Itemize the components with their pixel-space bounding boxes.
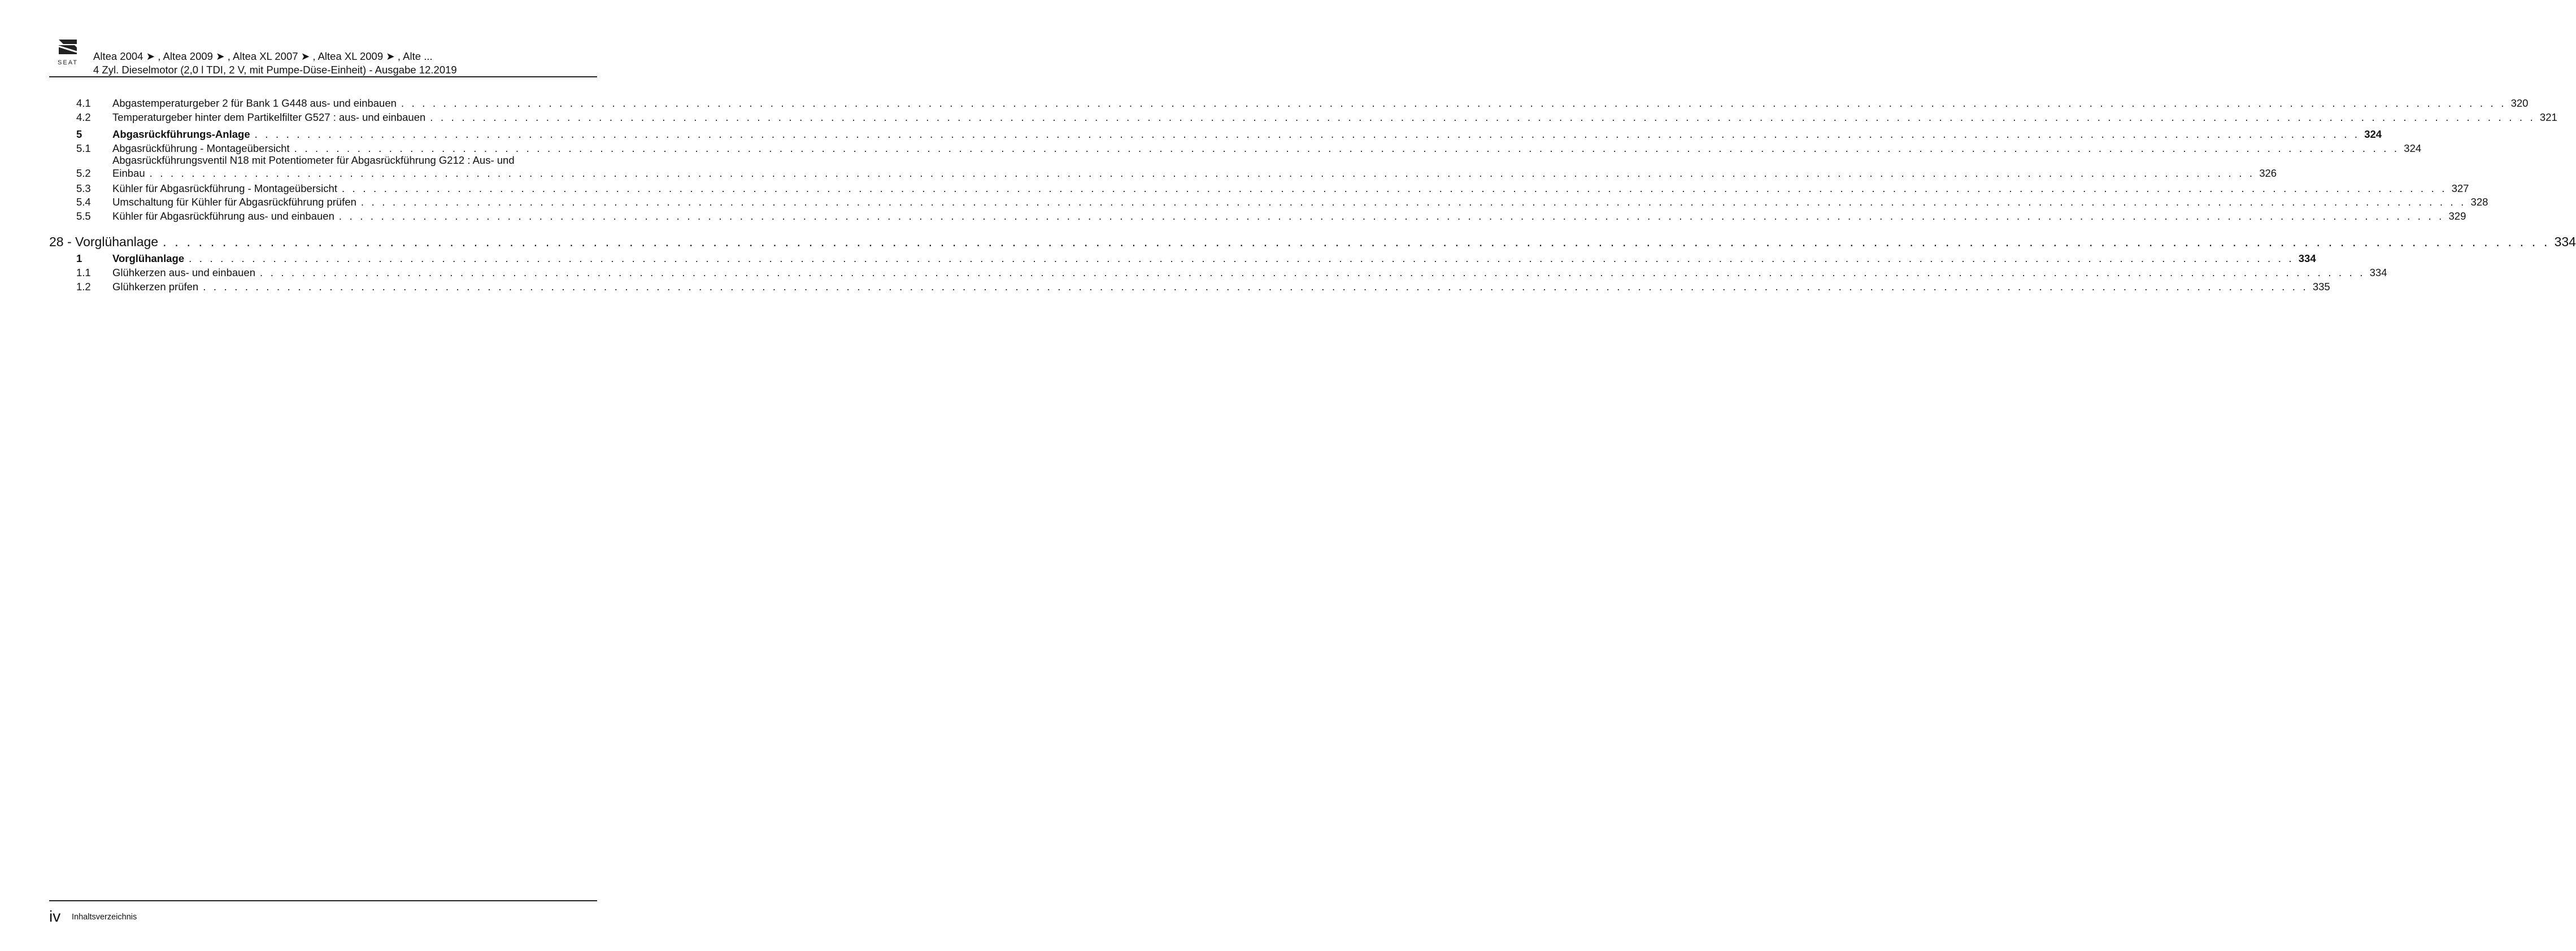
toc-number: 5.1 bbox=[76, 142, 91, 154]
toc-entry[interactable] bbox=[76, 267, 2387, 279]
toc-title[interactable]: Umschaltung für Kühler für Abgasrückführung prüfen bbox=[112, 196, 356, 208]
dot-leader: . . . . . . . . . . . . . . . . . . . . . . . . . . . . . . . . . . . . . . . . . . . . . . . . . . . . . . . . . . . . . . . . . . . . . . . . . . . . . . . . . . . . . . . . . . . . . . . . . . . . . . . . . . . . . . . . . . . . . . . . . . . . . . . . . . . . . . . . . . . . . . . . . . . . . . . . . . . . . . . . . . . . . . . . . . . . . . . . . . . . . . . . . . . . . . . . . . . . . . . . bbox=[338, 210, 2444, 222]
toc-page[interactable]: 321 bbox=[2539, 111, 2557, 123]
toc-page[interactable]: 329 bbox=[2448, 210, 2466, 222]
footer-section: Inhaltsverzeichnis bbox=[72, 913, 137, 922]
toc-entry[interactable] bbox=[76, 196, 2488, 208]
toc-title[interactable]: Kühler für Abgasrückführung aus- und einbauen bbox=[112, 210, 334, 222]
toc-page[interactable]: 334 bbox=[2298, 252, 2316, 264]
dot-leader: . . . . . . . . . . . . . . . . . . . . . . . . . . . . . . . . . . . . . . . . . . . . . . . . . . . . . . . . . . . . . . . . . . . . . . . . . . . . . . . . . . . . . . . . . . . . . . . . . . . . . . . . . . . . . . . . . . . . . . . . . . . . . . . . . . . . . . . . . . . . . . . . . . . . . . . . . . . . . . . . . . . . . . . . . . . . . . . . . . . . . . . . . . . . . . . . . . . . . . . . bbox=[163, 234, 2550, 249]
toc-entry[interactable] bbox=[76, 128, 2382, 141]
toc-entry[interactable] bbox=[76, 111, 2557, 124]
toc-page[interactable]: 324 bbox=[2364, 128, 2382, 140]
toc-page[interactable]: 334 bbox=[2369, 267, 2387, 278]
toc-title[interactable]: Temperaturgeber hinter dem Partikelfilter G527 : aus- und einbauen bbox=[112, 111, 426, 123]
toc-page[interactable]: 324 bbox=[2404, 142, 2422, 154]
toc-title[interactable]: Abgastemperaturgeber 2 für Bank 1 G448 aus- und einbauen bbox=[112, 97, 397, 109]
toc-number: 5.5 bbox=[76, 210, 91, 222]
dot-leader: . . . . . . . . . . . . . . . . . . . . . . . . . . . . . . . . . . . . . . . . . . . . . . . . . . . . . . . . . . . . . . . . . . . . . . . . . . . . . . . . . . . . . . . . . . . . . . . . . . . . . . . . . . . . . . . . . . . . . . . . . . . . . . . . . . . . . . . . . . . . . . . . . . . . . . . . . . . . . . . . . . . . . . . . . . . . . . . . . . . . . . . . . . . . . . . . . . . . . . . . bbox=[401, 97, 2507, 109]
dot-leader: . . . . . . . . . . . . . . . . . . . . . . . . . . . . . . . . . . . . . . . . . . . . . . . . . . . . . . . . . . . . . . . . . . . . . . . . . . . . . . . . . . . . . . . . . . . . . . . . . . . . . . . . . . . . . . . . . . . . . . . . . . . . . . . . . . . . . . . . . . . . . . . . . . . . . . . . . . . . . . . . . . . . . . . . . . . . . . . . . . . . . . . . . . . . . . . . . . . . . . . . bbox=[149, 167, 2255, 179]
toc-number: 5 bbox=[76, 128, 82, 140]
toc-page[interactable]: 327 bbox=[2451, 182, 2469, 194]
dot-leader: . . . . . . . . . . . . . . . . . . . . . . . . . . . . . . . . . . . . . . . . . . . . . . . . . . . . . . . . . . . . . . . . . . . . . . . . . . . . . . . . . . . . . . . . . . . . . . . . . . . . . . . . . . . . . . . . . . . . . . . . . . . . . . . . . . . . . . . . . . . . . . . . . . . . . . . . . . . . . . . . . . . . . . . . . . . . . . . . . . . . . . . . . . . . . . . . . . . . . . . . bbox=[294, 142, 2400, 154]
toc-number: 4.1 bbox=[76, 97, 91, 109]
toc-entry[interactable] bbox=[76, 252, 2316, 265]
toc-title-line1[interactable]: Abgasrückführungsventil N18 mit Potentiometer für Abgasrückführung G212 : Aus- und bbox=[112, 154, 515, 166]
svg-text:SEAT: SEAT bbox=[58, 59, 78, 66]
toc-number: 5.4 bbox=[76, 196, 91, 208]
dot-leader: . . . . . . . . . . . . . . . . . . . . . . . . . . . . . . . . . . . . . . . . . . . . . . . . . . . . . . . . . . . . . . . . . . . . . . . . . . . . . . . . . . . . . . . . . . . . . . . . . . . . . . . . . . . . . . . . . . . . . . . . . . . . . . . . . . . . . . . . . . . . . . . . . . . . . . . . . . . . . . . . . . . . . . . . . . . . . . . . . . . . . . . . . . . . . . . . . . . . . . . . bbox=[260, 267, 2365, 278]
toc-chapter[interactable] bbox=[49, 234, 2576, 250]
footer-rule bbox=[49, 900, 597, 901]
toc-title[interactable]: Glühkerzen aus- und einbauen bbox=[112, 267, 256, 278]
toc-entry[interactable] bbox=[76, 167, 2277, 180]
dot-leader: . . . . . . . . . . . . . . . . . . . . . . . . . . . . . . . . . . . . . . . . . . . . . . . . . . . . . . . . . . . . . . . . . . . . . . . . . . . . . . . . . . . . . . . . . . . . . . . . . . . . . . . . . . . . . . . . . . . . . . . . . . . . . . . . . . . . . . . . . . . . . . . . . . . . . . . . . . . . . . . . . . . . . . . . . . . . . . . . . . . . . . . . . . . . . . . . . . . . . . . . bbox=[189, 252, 2294, 264]
toc-page[interactable]: 335 bbox=[2312, 281, 2330, 293]
dot-leader: . . . . . . . . . . . . . . . . . . . . . . . . . . . . . . . . . . . . . . . . . . . . . . . . . . . . . . . . . . . . . . . . . . . . . . . . . . . . . . . . . . . . . . . . . . . . . . . . . . . . . . . . . . . . . . . . . . . . . . . . . . . . . . . . . . . . . . . . . . . . . . . . . . . . . . . . . . . . . . . . . . . . . . . . . . . . . . . . . . . . . . . . . . . . . . . . . . . . . . . . bbox=[360, 196, 2466, 208]
header-engine: 4 Zyl. Dieselmotor (2,0 l TDI, 2 V, mit Pumpe-Düse-Einheit) - Ausgabe 12.2019 bbox=[93, 64, 457, 76]
toc-number: 5.2 bbox=[76, 167, 91, 179]
toc-number: 1.2 bbox=[76, 281, 91, 293]
seat-logo bbox=[52, 40, 84, 66]
toc-title[interactable]: Abgasrückführungs-Anlage bbox=[112, 128, 250, 140]
header-models: Altea 2004 ➤ , Altea 2009 ➤ , Altea XL 2007 ➤ , Altea XL 2009 ➤ , Alte ... bbox=[93, 50, 433, 62]
toc-page[interactable]: 328 bbox=[2470, 196, 2488, 208]
dot-leader: . . . . . . . . . . . . . . . . . . . . . . . . . . . . . . . . . . . . . . . . . . . . . . . . . . . . . . . . . . . . . . . . . . . . . . . . . . . . . . . . . . . . . . . . . . . . . . . . . . . . . . . . . . . . . . . . . . . . . . . . . . . . . . . . . . . . . . . . . . . . . . . . . . . . . . . . . . . . . . . . . . . . . . . . . . . . . . . . . . . . . . . . . . . . . . . . . . . . . . . . bbox=[203, 281, 2308, 293]
toc-entry[interactable] bbox=[76, 182, 2469, 195]
toc-entry[interactable] bbox=[76, 142, 2422, 155]
toc-title[interactable]: 28 - Vorglühanlage bbox=[49, 234, 159, 249]
toc-entry[interactable] bbox=[76, 281, 2330, 293]
dot-leader: . . . . . . . . . . . . . . . . . . . . . . . . . . . . . . . . . . . . . . . . . . . . . . . . . . . . . . . . . . . . . . . . . . . . . . . . . . . . . . . . . . . . . . . . . . . . . . . . . . . . . . . . . . . . . . . . . . . . . . . . . . . . . . . . . . . . . . . . . . . . . . . . . . . . . . . . . . . . . . . . . . . . . . . . . . . . . . . . . . . . . . . . . . . . . . . . . . . . . . . . bbox=[341, 182, 2447, 194]
toc-number: 1 bbox=[76, 252, 82, 264]
toc-page[interactable]: 326 bbox=[2259, 167, 2277, 179]
toc-title[interactable]: Einbau bbox=[112, 167, 145, 179]
dot-leader: . . . . . . . . . . . . . . . . . . . . . . . . . . . . . . . . . . . . . . . . . . . . . . . . . . . . . . . . . . . . . . . . . . . . . . . . . . . . . . . . . . . . . . . . . . . . . . . . . . . . . . . . . . . . . . . . . . . . . . . . . . . . . . . . . . . . . . . . . . . . . . . . . . . . . . . . . . . . . . . . . . . . . . . . . . . . . . . . . . . . . . . . . . . . . . . . . . . . . . . . bbox=[430, 111, 2535, 123]
toc-title[interactable]: Kühler für Abgasrückführung - Montageübersicht bbox=[112, 182, 337, 194]
toc-title[interactable]: Vorglühanlage bbox=[112, 252, 185, 264]
toc-title[interactable]: Abgasrückführung - Montageübersicht bbox=[112, 142, 290, 154]
toc-number: 4.2 bbox=[76, 111, 91, 123]
toc-entry[interactable] bbox=[76, 97, 2529, 110]
page-number: iv bbox=[49, 908, 61, 925]
toc-page[interactable]: 334 bbox=[2554, 234, 2576, 249]
header-rule bbox=[49, 76, 597, 77]
dot-leader: . . . . . . . . . . . . . . . . . . . . . . . . . . . . . . . . . . . . . . . . . . . . . . . . . . . . . . . . . . . . . . . . . . . . . . . . . . . . . . . . . . . . . . . . . . . . . . . . . . . . . . . . . . . . . . . . . . . . . . . . . . . . . . . . . . . . . . . . . . . . . . . . . . . . . . . . . . . . . . . . . . . . . . . . . . . . . . . . . . . . . . . . . . . . . . . . . . . . . . . . bbox=[254, 128, 2360, 140]
toc-number: 1.1 bbox=[76, 267, 91, 278]
toc-title[interactable]: Glühkerzen prüfen bbox=[112, 281, 199, 293]
toc-number: 5.3 bbox=[76, 182, 91, 194]
toc-page[interactable]: 320 bbox=[2510, 97, 2529, 109]
toc-entry[interactable] bbox=[76, 210, 2466, 223]
